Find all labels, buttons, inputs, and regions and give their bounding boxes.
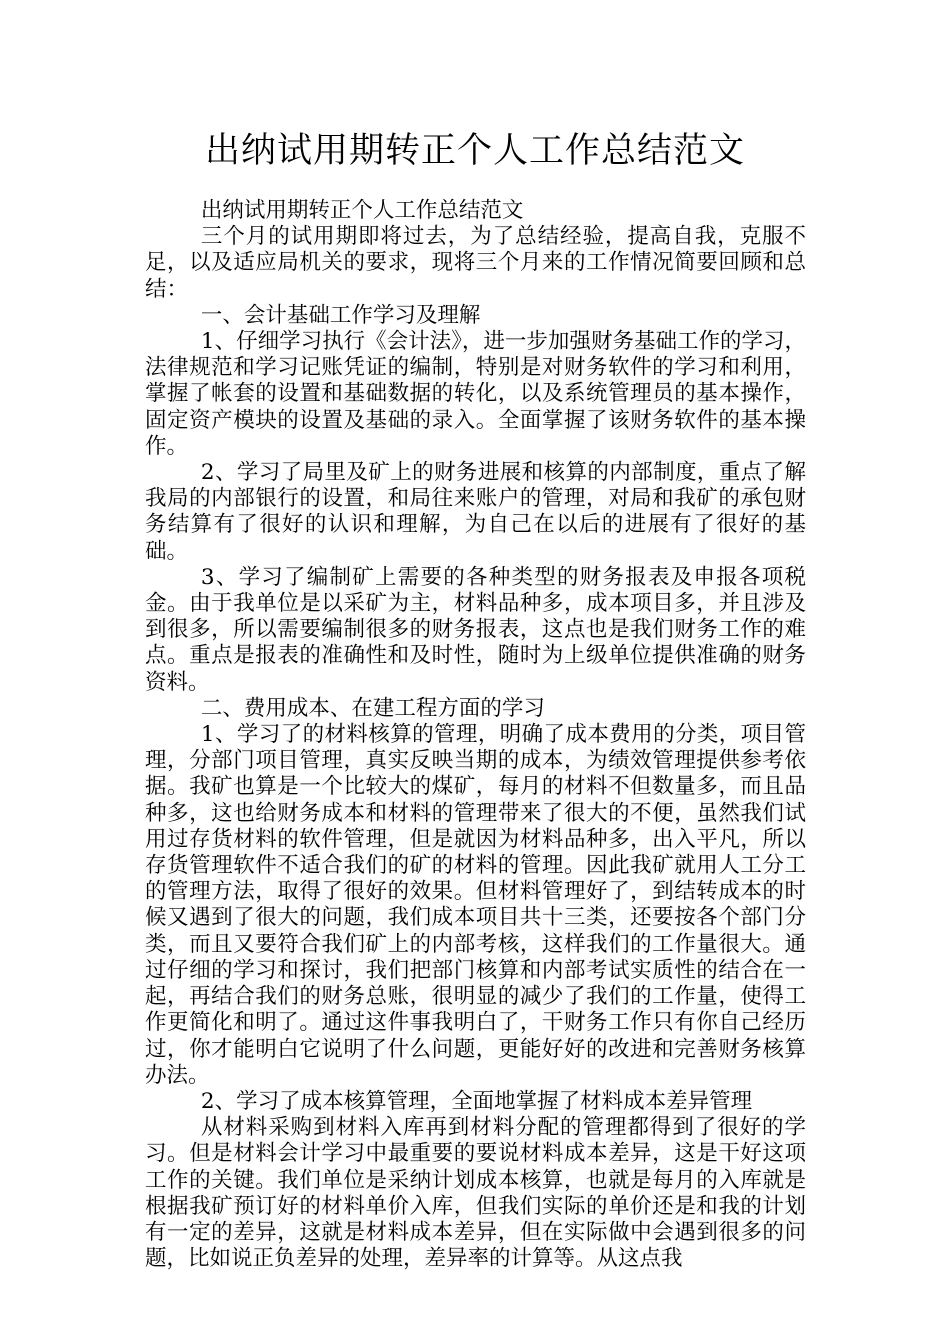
paragraph-2-1: 1、学习了的材料核算的管理，明确了成本费用的分类，项目管理，分部门项目管理，真实反映当期的成本，为绩效管理提供参考依据。我矿也算是一个比较大的煤矿，每月的材料不但数量多，而且品种多，这也给财务成本和材料的管理带来了很大的不便，虽然我们试用过存货材料的软件管理，但是就因为材料品种多，出入平凡，所以存货管理软件不适合我们的矿的材料的管理。因此我矿就用人工分工的管理方法，取得了很好的效果。但材料管理好了，到结转成本的时候又遇到了很大的问题，我们成本项目共十三类，还要按各个部门分类，而且又要符合我们矿上的内部考核，这样我们的工作量很大。通过仔细的学习和探讨，我们把部门核算和内部考试实质性的结合在一起，再结合我们的财务总账，很明显的减少了我们的工作量，使得工作更简化和明了。通过这件事我明白了，干财务工作只有你自己经历过，你才能明白它说明了什么问题，更能好好的改进和完善财务核算办法。 (145, 722, 806, 1088)
paragraph-1-2: 2、学习了局里及矿上的财务进展和核算的内部制度，重点了解我局的内部银行的设置，和局往来账户的管理，对局和我矿的承包财务结算有了很好的认识和理解，为自己在以后的进展有了很好的基础。 (145, 460, 806, 564)
section-heading-1: 一、会计基础工作学习及理解 (200, 302, 481, 328)
paragraph-1-3: 3、学习了编制矿上需要的各种类型的财务报表及申报各项税金。由于我单位是以采矿为主，材料品种多，成本项目多，并且涉及到很多，所以需要编制很多的财务报表，这点也是我们财务工作的难点。重点是报表的准确性和及时性，随时为上级单位提供准确的财务资料。 (145, 564, 806, 695)
document-title: 出纳试用期转正个人工作总结范文 (204, 131, 745, 171)
section-heading-2: 二、费用成本、在建工程方面的学习 (200, 695, 545, 721)
paragraph-2-2-heading: 2、学习了成本核算管理，全面地掌握了材料成本差异管理 (200, 1088, 753, 1114)
document-body (145, 198, 806, 1272)
paragraph-1-1: 1、仔细学习执行《会计法》，进一步加强财务基础工作的学习，法律规范和学习记账凭证的编制，特别是对财务软件的学习和利用，掌握了帐套的设置和基础数据的转化，以及系统管理员的基本操作，固定资产模块的设置及基础的录入。全面掌握了该财务软件的基本操作。 (145, 329, 806, 459)
paragraph-intro: 三个月的试用期即将过去，为了总结经验，提高自我，克服不足，以及适应局机关的要求，现将三个月来的工作情况简要回顾和总结： (145, 224, 806, 302)
paragraph-subtitle: 出纳试用期转正个人工作总结范文 (200, 198, 524, 223)
paragraph-2-2: 从材料采购到材料入库再到材料分配的管理都得到了很好的学习。但是材料会计学习中最重要的要说材料成本差异，这是干好这项工作的关键。我们单位是采纳计划成本核算，也就是每月的入库就是根据我矿预订好的材料单价入库，但我们实际的单价还是和我的计划有一定的差异，这就是材料成本差异，但在实际做中会遇到很多的问题，比如说正负差异的处理，差异率的计算等。从这点我 (145, 1115, 806, 1272)
